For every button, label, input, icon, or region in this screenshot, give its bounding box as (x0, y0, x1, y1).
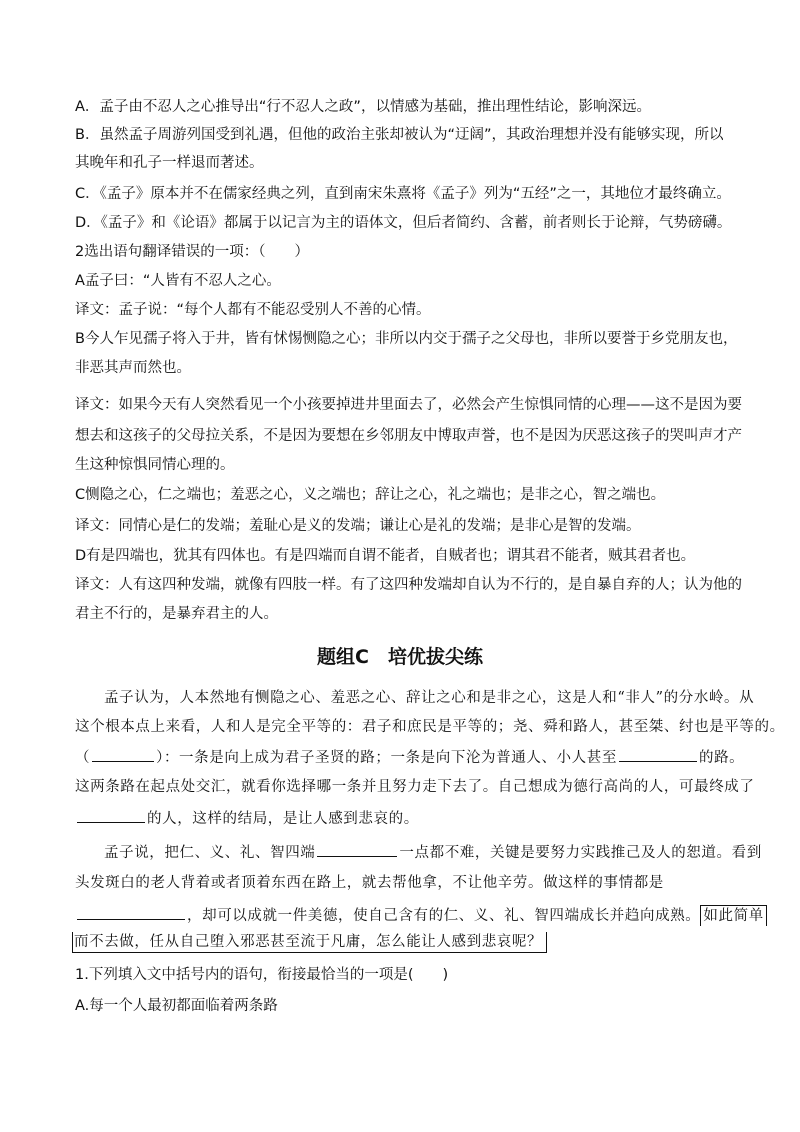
passage-text: ，却可以成就一件美德，使自己含有的仁、义、礼、智四端成长并趋向成熟。 (187, 908, 701, 924)
item-a-translation: 译文：孟子说：“每个人都有不能忍受别人不善的心情。 (75, 302, 431, 318)
bracket-open: （ (75, 750, 91, 766)
boxed-sentence-end: 而不去做，任从自己堕入邪恶甚至流于凡庸，怎么能让人感到悲哀呢？ (72, 932, 547, 953)
passage-p1-line-3 (75, 747, 745, 768)
option-d: D．《孟子》和《论语》都属于以记言为主的语体文，但后者简约、含蓄，前者则长于论辩，气势磅礴。 (75, 215, 732, 231)
item-c-translation: 译文：同情心是仁的发端；羞耻心是义的发端；谦让心是礼的发端；是非心是智的发端。 (75, 518, 641, 534)
option-c: C．《孟子》原本并不在儒家经典之列，直到南宋朱熹将《孟子》列为“五经”之一，其地位才最终确立。 (75, 186, 731, 202)
item-c-source: C恻隐之心，仁之端也；羞恶之心，义之端也；辞让之心，礼之端也；是非之心，智之端也。 (75, 487, 666, 503)
blank-bracket[interactable] (92, 747, 154, 762)
blank-develop[interactable] (317, 842, 397, 857)
question-2: 2选出语句翻译错误的一项：（ ） (75, 244, 309, 260)
passage-text: 的路。 (698, 750, 745, 766)
question-1-option-a: A.每一个人最初都面临着两条路 (75, 998, 278, 1014)
boxed-sentence-start: 如此简单 (700, 905, 766, 926)
item-a-source: A孟子曰：“人皆有不忍人之心。 (75, 273, 281, 289)
item-b-translation-1: 译文：如果今天有人突然看见一个小孩要掉进井里面去了，必然会产生惊惧同情的心理——这不是因为要 (75, 397, 742, 413)
blank-road[interactable] (619, 747, 697, 762)
item-d-translation-2: 君主不行的，是暴弃君主的人。 (75, 606, 278, 622)
blank-became[interactable] (77, 808, 145, 823)
passage-p2-line-4 (75, 932, 745, 953)
passage-p1-line-1: 孟子认为，人本然地有恻隐之心、羞恶之心、辞让之心和是非之心，这是人和“非人”的分水岭。从 (104, 690, 755, 706)
section-title: 题组C 培优拔尖练 (317, 646, 483, 668)
blank-easy[interactable] (77, 905, 185, 920)
item-b-source-2: 非恶其声而然也。 (75, 360, 191, 376)
item-b-translation-2: 想去和这孩子的父母拉关系，不是因为要想在乡邻朋友中博取声誉，也不是因为厌恶这孩子的哭叫声才产 (75, 428, 742, 444)
passage-text: ）：一条是向上成为君子圣贤的路；一条是向下沦为普通人、小人甚至 (156, 750, 617, 766)
item-b-translation-3: 生这种惊惧同情心理的。 (75, 457, 235, 473)
option-b-line-1: B．虽然孟子周游列国受到礼遇，但他的政治主张却被认为“迂阔”，其政治理想并没有能够实现，所以 (75, 127, 724, 143)
option-b-line-2: 其晚年和孔子一样退而著述。 (75, 155, 264, 171)
passage-p2-line-1 (75, 842, 762, 863)
passage-p1-line-5 (75, 808, 745, 829)
passage-p2-line-3 (75, 905, 764, 926)
question-1: 1.下列填入文中括号内的语句，衔接最恰当的一项是( ) (75, 967, 449, 983)
item-d-translation-1: 译文：人有这四种发端，就像有四肢一样。有了这四种发端却自认为不行的，是自暴自弃的人；认为他的 (75, 577, 742, 593)
passage-p1-line-2: 这个根本点上来看，人和人是完全平等的：君子和庶民是平等的；尧、舜和路人，甚至桀、纣也是平等的。 (75, 719, 785, 735)
passage-p2-line-2: 头发斑白的老人背着或者顶着东西在路上，就去帮他拿，不让他辛劳。做这样的事情都是 (75, 875, 664, 891)
item-d-source: D有是四端也，犹其有四体也。有是四端而自谓不能者，自贼者也；谓其君不能者，贼其君者也。 (75, 548, 696, 564)
passage-text: 的人，这样的结局，是让人感到悲哀的。 (147, 811, 419, 827)
passage-text: 孟子说，把仁、义、礼、智四端 (104, 845, 316, 861)
passage-p1-line-4: 这两条路在起点处交汇，就看你选择哪一条并且努力走下去了。自己想成为德行高尚的人，可最终成了 (75, 779, 755, 795)
option-a: A．孟子由不忍人之心推导出“行不忍人之政”，以情感为基础，推出理性结论，影响深远。 (75, 99, 651, 115)
item-b-source-1: B今人乍见孺子将入于井，皆有怵惕恻隐之心；非所以内交于孺子之父母也，非所以要誉于乡党朋友也， (75, 331, 738, 347)
passage-text: 一点都不难，关键是要努力实践推己及人的恕道。看到 (399, 845, 762, 861)
